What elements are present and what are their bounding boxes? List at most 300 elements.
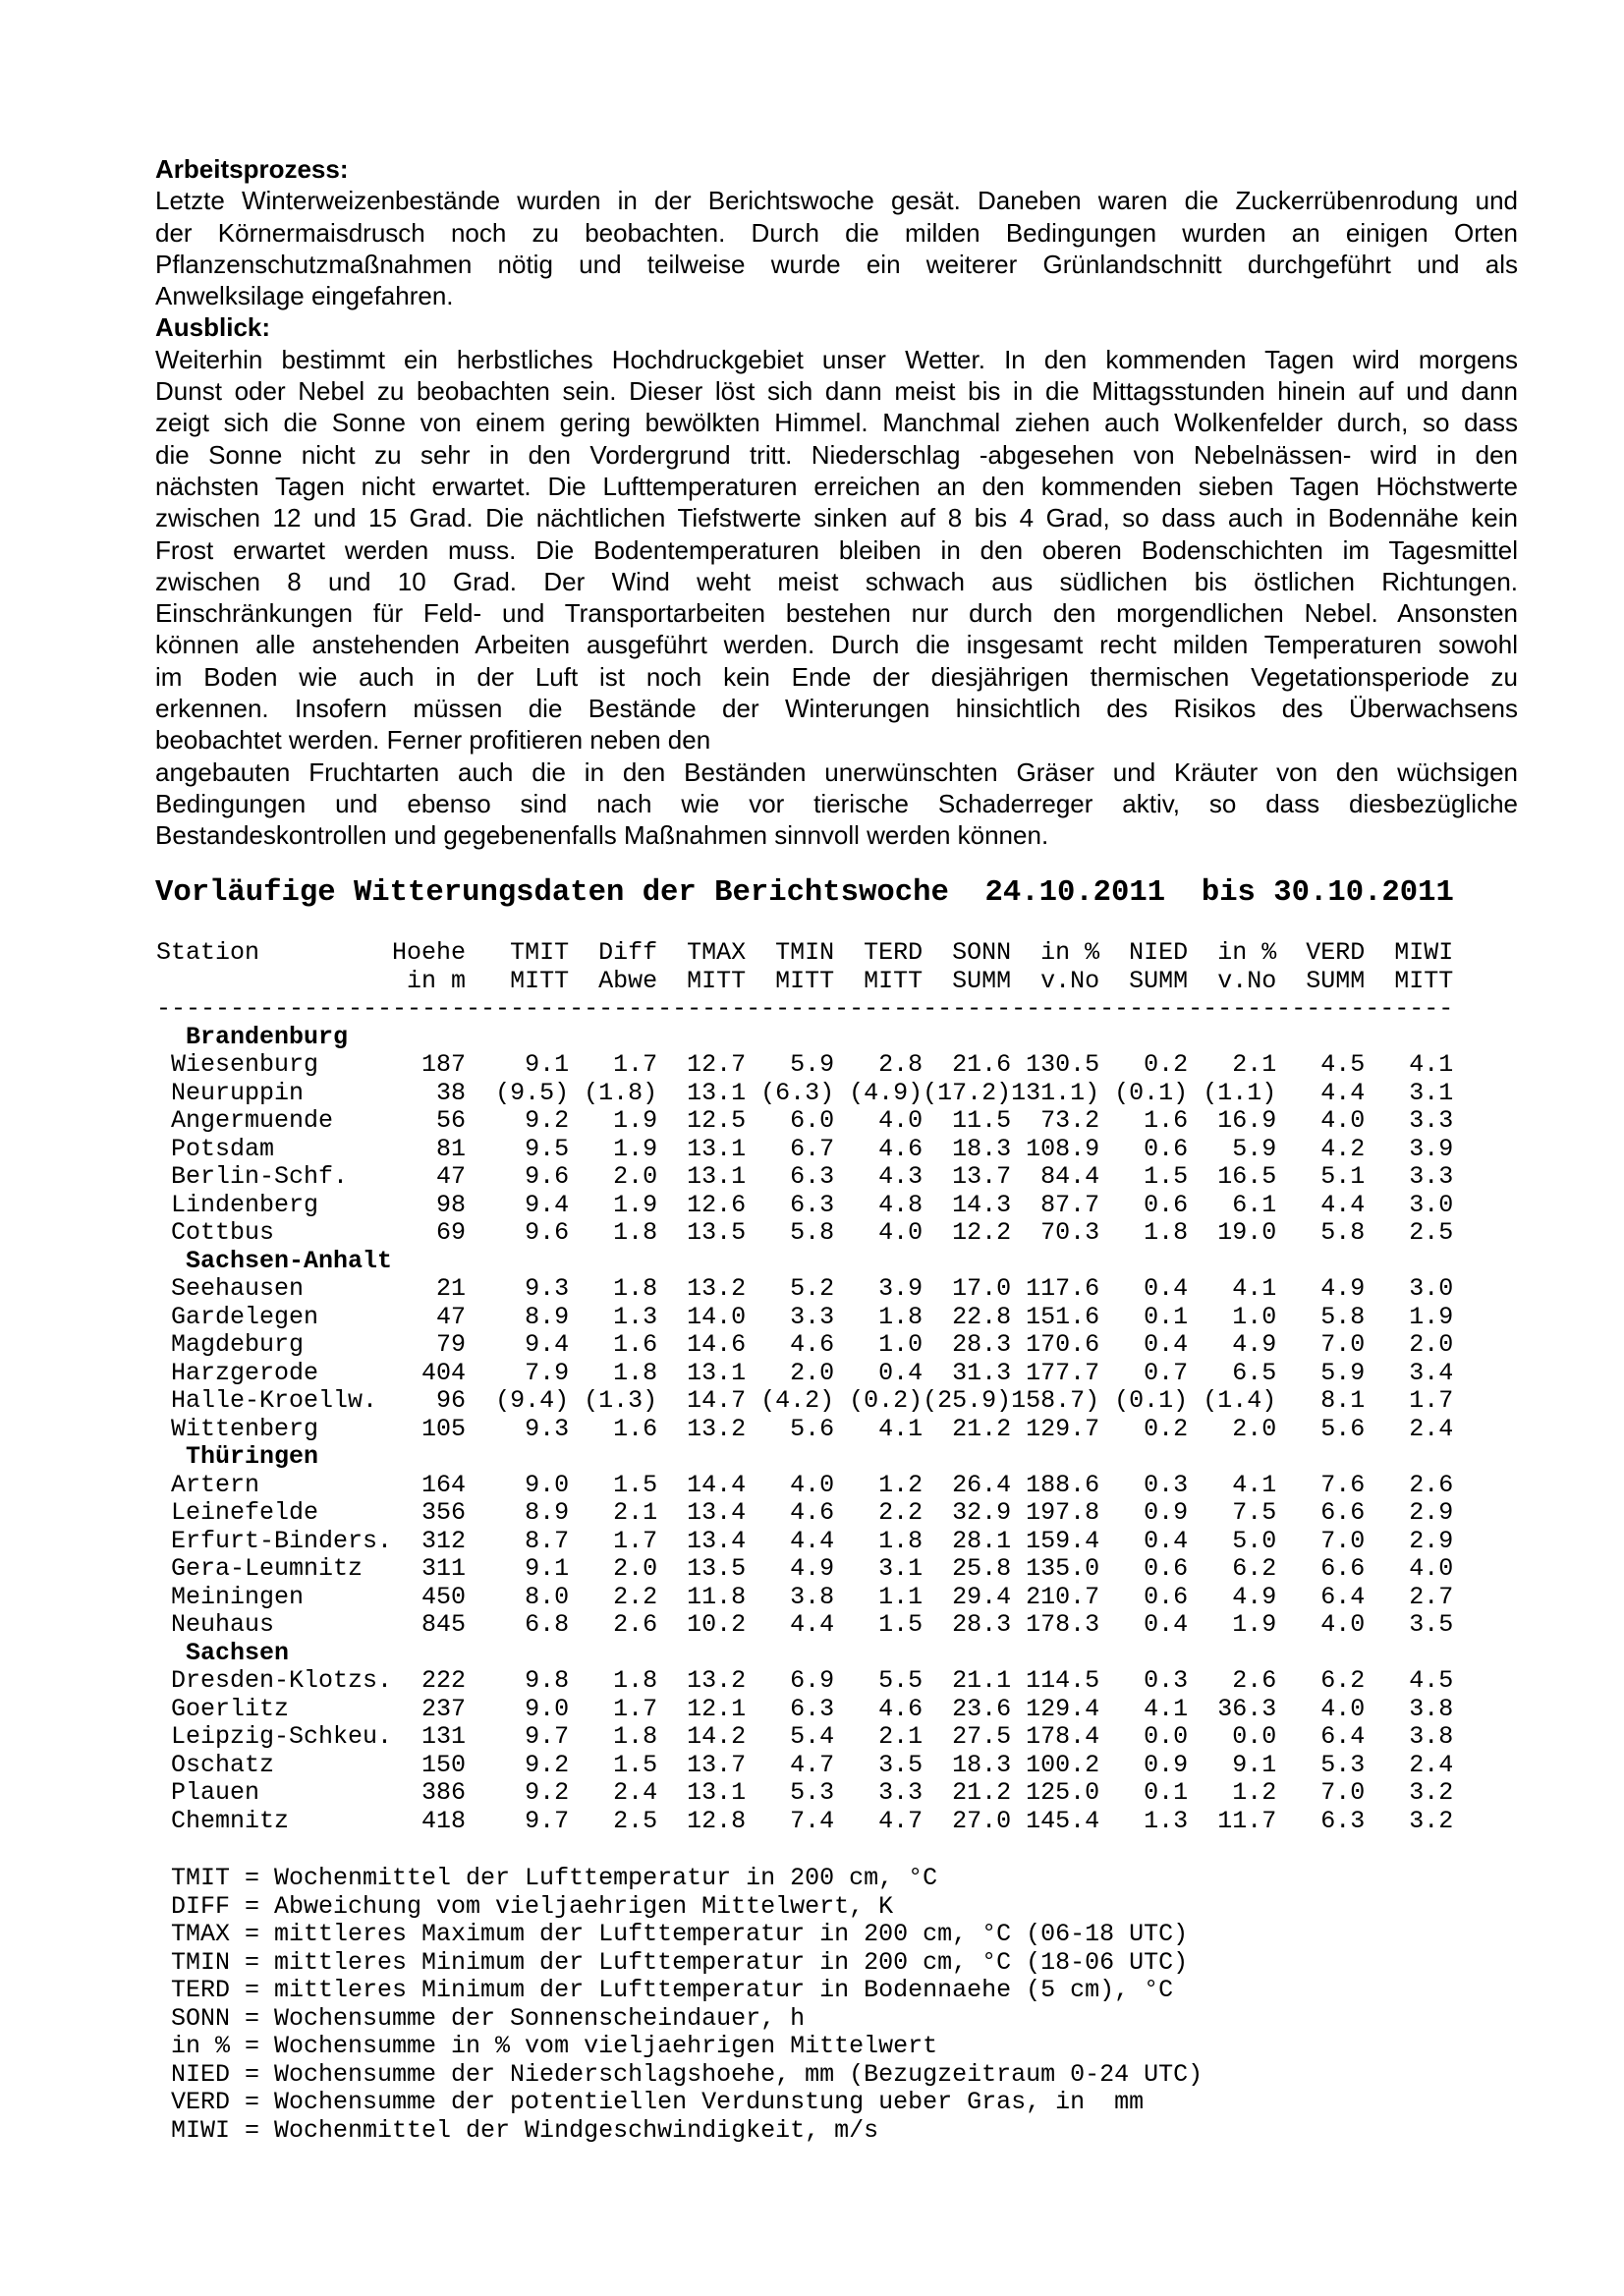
table-row bbox=[156, 1416, 1453, 1444]
cell-tmit: 9.7 bbox=[525, 1722, 570, 1751]
cell-nied-pct: 2.0 bbox=[1232, 1414, 1277, 1443]
cell-diff: 1.7 bbox=[613, 1694, 658, 1723]
cell-tmit: 9.6 bbox=[525, 1218, 570, 1247]
cell-sonn: 28.3 bbox=[952, 1330, 1012, 1359]
cell-terd: 1.5 bbox=[878, 1610, 924, 1639]
cell-sonn-pct: 197.8 bbox=[1026, 1498, 1100, 1527]
cell-station: Harzgerode bbox=[171, 1358, 319, 1387]
cell-tmit: (9.5) bbox=[495, 1078, 570, 1107]
cell-miwi: 2.7 bbox=[1409, 1582, 1454, 1611]
cell-tmax: 13.2 bbox=[687, 1274, 747, 1303]
cell-nied: 0.2 bbox=[1144, 1050, 1189, 1079]
cell-nied: 0.6 bbox=[1144, 1582, 1189, 1611]
cell-diff: 1.7 bbox=[613, 1526, 658, 1555]
cell-hoehe: 450 bbox=[421, 1582, 467, 1611]
cell-nied: 0.3 bbox=[1144, 1666, 1189, 1695]
legend-item: VERD = Wochensumme der potentiellen Verdunstung ueber Gras, in mm bbox=[171, 2088, 1145, 2116]
cell-tmax: 12.5 bbox=[687, 1106, 747, 1135]
legend-item: SONN = Wochensumme der Sonnenscheindauer, h bbox=[171, 2003, 806, 2033]
cell-hoehe: 187 bbox=[421, 1050, 467, 1079]
cell-diff: (1.8) bbox=[584, 1078, 658, 1107]
cell-miwi: 2.9 bbox=[1409, 1498, 1454, 1527]
cell-terd: 4.7 bbox=[878, 1806, 924, 1835]
cell-sonn: 21.1 bbox=[952, 1666, 1012, 1695]
cell-sonn: 12.2 bbox=[952, 1218, 1012, 1247]
text-line: beobachtet werden. Ferner profitieren neben den bbox=[155, 725, 711, 756]
cell-terd: 1.8 bbox=[878, 1302, 924, 1331]
cell-verd: 6.2 bbox=[1320, 1666, 1366, 1695]
cell-miwi: 3.8 bbox=[1409, 1694, 1454, 1723]
cell-terd: 1.0 bbox=[878, 1330, 924, 1359]
cell-diff: (1.3) bbox=[584, 1386, 658, 1415]
cell-verd: 5.6 bbox=[1320, 1414, 1366, 1443]
legend-item: TMIN = mittleres Minimum der Lufttemperatur in 200 cm, °C (18-06 UTC) bbox=[171, 1947, 1189, 1977]
cell-tmit: MITT bbox=[510, 966, 570, 995]
cell-tmax: 13.7 bbox=[687, 1750, 747, 1779]
cell-station: Berlin-Schf. bbox=[171, 1162, 349, 1191]
cell-tmin: 3.3 bbox=[790, 1302, 835, 1331]
cell-verd: 4.5 bbox=[1320, 1050, 1366, 1079]
cell-tmit: 9.1 bbox=[525, 1050, 570, 1079]
cell-sonn-pct: 129.4 bbox=[1026, 1694, 1100, 1723]
paragraph-arbeitsprozess bbox=[155, 185, 1518, 311]
cell-miwi: 3.3 bbox=[1409, 1162, 1454, 1191]
cell-terd: 1.2 bbox=[878, 1470, 924, 1499]
cell-tmin: (6.3) bbox=[760, 1078, 835, 1107]
cell-sonn-pct: 178.4 bbox=[1026, 1722, 1100, 1751]
cell-sonn-pct: 131.1) bbox=[1011, 1078, 1100, 1107]
cell-tmax: 13.2 bbox=[687, 1666, 747, 1695]
cell-hoehe: 356 bbox=[421, 1498, 467, 1527]
region-heading: Sachsen-Anhalt bbox=[186, 1246, 393, 1275]
cell-tmit: 9.2 bbox=[525, 1750, 570, 1779]
cell-hoehe: 69 bbox=[436, 1218, 467, 1247]
cell-nied-pct: 6.1 bbox=[1232, 1190, 1277, 1219]
cell-hoehe: in m bbox=[407, 966, 467, 995]
cell-miwi: 4.0 bbox=[1409, 1554, 1454, 1583]
cell-terd: MITT bbox=[864, 966, 924, 995]
weather-data-table bbox=[156, 939, 1453, 1835]
cell-tmin: 6.9 bbox=[790, 1666, 835, 1695]
table-row bbox=[156, 1163, 1453, 1192]
cell-tmin: 6.7 bbox=[790, 1134, 835, 1163]
legend-item: MIWI = Wochenmittel der Windgeschwindigkeit, m/s bbox=[171, 2115, 879, 2145]
legend-item: TMIT = Wochenmittel der Lufttemperatur in 200 cm, °C bbox=[171, 1864, 938, 1892]
cell-tmax: MITT bbox=[687, 966, 747, 995]
cell-miwi: 2.9 bbox=[1409, 1526, 1454, 1555]
cell-diff: 1.9 bbox=[613, 1106, 658, 1135]
cell-diff: 1.8 bbox=[613, 1722, 658, 1751]
cell-sonn: 28.1 bbox=[952, 1526, 1012, 1555]
text-line: zwischen 8 und 10 Grad. Der Wind weht meist schwach aus südlichen bis östlichen Richtungen. bbox=[155, 566, 1518, 596]
cell-sonn: (17.2) bbox=[923, 1078, 1012, 1107]
cell-miwi: 4.5 bbox=[1409, 1666, 1454, 1695]
cell-nied-pct: 6.5 bbox=[1232, 1358, 1277, 1387]
text-line: Bestandeskontrollen und gegebenenfalls Maßnahmen sinnvoll werden können. bbox=[155, 820, 1049, 851]
text-line: Letzte Winterweizenbestände wurden in der Berichtswoche gesät. Daneben waren die Zuckerrübenrodung und bbox=[155, 186, 1518, 216]
cell-diff: 1.8 bbox=[613, 1218, 658, 1247]
cell-miwi: 2.5 bbox=[1409, 1218, 1454, 1247]
legend-item: DIFF = Abweichung vom vieljaehrigen Mittelwert, K bbox=[171, 1891, 894, 1921]
cell-tmax: TMAX bbox=[687, 938, 747, 967]
cell-terd: 4.0 bbox=[878, 1106, 924, 1135]
cell-sonn-pct: 70.3 bbox=[1040, 1218, 1100, 1247]
cell-nied: 0.4 bbox=[1144, 1526, 1189, 1555]
cell-station: Wiesenburg bbox=[171, 1050, 319, 1079]
cell-terd: 1.1 bbox=[878, 1582, 924, 1611]
cell-sonn-pct: 84.4 bbox=[1040, 1162, 1100, 1191]
cell-sonn: 29.4 bbox=[952, 1582, 1012, 1611]
cell-sonn: 14.3 bbox=[952, 1190, 1012, 1219]
cell-station: Gardelegen bbox=[171, 1302, 319, 1331]
cell-miwi: 3.4 bbox=[1409, 1358, 1454, 1387]
cell-nied-pct: 9.1 bbox=[1232, 1750, 1277, 1779]
cell-sonn-pct: 87.7 bbox=[1040, 1190, 1100, 1219]
cell-tmax: 11.8 bbox=[687, 1582, 747, 1611]
cell-tmax: 14.4 bbox=[687, 1470, 747, 1499]
cell-nied: 0.6 bbox=[1144, 1554, 1189, 1583]
cell-nied: 0.2 bbox=[1144, 1414, 1189, 1443]
cell-miwi: MIWI bbox=[1394, 938, 1454, 967]
cell-tmin: 5.9 bbox=[790, 1050, 835, 1079]
cell-miwi: 3.8 bbox=[1409, 1722, 1454, 1751]
cell-tmin: 6.3 bbox=[790, 1190, 835, 1219]
cell-station: Wittenberg bbox=[171, 1414, 319, 1443]
cell-terd: (0.2) bbox=[849, 1386, 924, 1415]
cell-sonn: 28.3 bbox=[952, 1610, 1012, 1639]
cell-tmax: 12.1 bbox=[687, 1694, 747, 1723]
cell-sonn: 18.3 bbox=[952, 1750, 1012, 1779]
table-row bbox=[156, 1472, 1453, 1500]
cell-sonn: (25.9) bbox=[923, 1386, 1012, 1415]
cell-verd: 7.0 bbox=[1320, 1778, 1366, 1807]
cell-hoehe: 845 bbox=[421, 1610, 467, 1639]
text-line: Bedingungen und ebenso sind nach wie vor tierische Schaderreger aktiv, so dass diesbezügliche bbox=[155, 788, 1518, 818]
cell-sonn: 26.4 bbox=[952, 1470, 1012, 1499]
cell-terd: 3.9 bbox=[878, 1274, 924, 1303]
cell-tmin: 5.6 bbox=[790, 1414, 835, 1443]
cell-diff: 1.8 bbox=[613, 1274, 658, 1303]
cell-verd: 7.6 bbox=[1320, 1470, 1366, 1499]
cell-station: Halle-Kroellw. bbox=[171, 1386, 378, 1415]
cell-tmit: 9.3 bbox=[525, 1274, 570, 1303]
cell-terd: 2.1 bbox=[878, 1722, 924, 1751]
cell-nied-pct: v.No bbox=[1217, 966, 1277, 995]
cell-terd: 2.8 bbox=[878, 1050, 924, 1079]
cell-tmin: MITT bbox=[775, 966, 835, 995]
cell-miwi: 1.9 bbox=[1409, 1302, 1454, 1331]
cell-diff: 1.5 bbox=[613, 1750, 658, 1779]
cell-sonn: 31.3 bbox=[952, 1358, 1012, 1387]
cell-sonn-pct: 135.0 bbox=[1026, 1554, 1100, 1583]
cell-tmin: 4.0 bbox=[790, 1470, 835, 1499]
cell-diff: 2.2 bbox=[613, 1582, 658, 1611]
text-line: im Boden wie auch in der Luft ist noch kein Ende der diesjährigen thermischen Vegetationsperiode zu bbox=[155, 661, 1518, 692]
table-row bbox=[156, 1275, 1453, 1304]
paragraph-ausblick-continued bbox=[155, 756, 1518, 852]
cell-miwi: 3.0 bbox=[1409, 1190, 1454, 1219]
cell-hoehe: Hoehe bbox=[392, 938, 467, 967]
cell-nied-pct: 19.0 bbox=[1217, 1218, 1277, 1247]
cell-station: Dresden-Klotzs. bbox=[171, 1666, 393, 1695]
cell-miwi: 3.0 bbox=[1409, 1274, 1454, 1303]
table-row bbox=[156, 1528, 1453, 1556]
cell-verd: 6.4 bbox=[1320, 1582, 1366, 1611]
cell-hoehe: 131 bbox=[421, 1722, 467, 1751]
cell-tmin: 5.2 bbox=[790, 1274, 835, 1303]
cell-tmit: 9.3 bbox=[525, 1414, 570, 1443]
table-row bbox=[156, 1696, 1453, 1724]
cell-hoehe: 47 bbox=[436, 1302, 467, 1331]
cell-station: Station bbox=[156, 938, 260, 967]
cell-sonn: 32.9 bbox=[952, 1498, 1012, 1527]
table-row bbox=[156, 1304, 1453, 1332]
cell-tmit: 9.0 bbox=[525, 1694, 570, 1723]
cell-diff: 2.6 bbox=[613, 1610, 658, 1639]
cell-tmax: 13.2 bbox=[687, 1414, 747, 1443]
cell-sonn-pct: 129.7 bbox=[1026, 1414, 1100, 1443]
cell-nied-pct: 5.9 bbox=[1232, 1134, 1277, 1163]
table-row bbox=[156, 1387, 1453, 1416]
cell-sonn: 17.0 bbox=[952, 1274, 1012, 1303]
cell-station: Lindenberg bbox=[171, 1190, 319, 1219]
cell-hoehe: 98 bbox=[436, 1190, 467, 1219]
cell-nied-pct: 1.9 bbox=[1232, 1610, 1277, 1639]
cell-station: Goerlitz bbox=[171, 1694, 290, 1723]
cell-tmin: 4.9 bbox=[790, 1554, 835, 1583]
cell-verd: 5.3 bbox=[1320, 1750, 1366, 1779]
cell-diff: 1.9 bbox=[613, 1134, 658, 1163]
cell-terd: 3.5 bbox=[878, 1750, 924, 1779]
cell-station: Plauen bbox=[171, 1778, 260, 1807]
cell-diff: 2.0 bbox=[613, 1162, 658, 1191]
cell-tmit: TMIT bbox=[510, 938, 570, 967]
text-line: Weiterhin bestimmt ein herbstliches Hochdruckgebiet unser Wetter. In den kommenden Tagen wird morgens bbox=[155, 344, 1518, 374]
cell-tmax: 13.4 bbox=[687, 1526, 747, 1555]
cell-station: Artern bbox=[171, 1470, 260, 1499]
cell-station: Oschatz bbox=[171, 1750, 275, 1779]
cell-tmin: 6.3 bbox=[790, 1694, 835, 1723]
cell-nied-pct: 2.6 bbox=[1232, 1666, 1277, 1695]
cell-tmit: 6.8 bbox=[525, 1610, 570, 1639]
cell-sonn-pct: 108.9 bbox=[1026, 1134, 1100, 1163]
legend-item: NIED = Wochensumme der Niederschlagshoehe, mm (Bezugzeitraum 0-24 UTC) bbox=[171, 2059, 1204, 2089]
cell-station: Leipzig-Schkeu. bbox=[171, 1722, 393, 1751]
cell-sonn-pct: 188.6 bbox=[1026, 1470, 1100, 1499]
text-line: Anwelksilage eingefahren. bbox=[155, 281, 454, 311]
cell-tmit: 8.7 bbox=[525, 1526, 570, 1555]
cell-diff: 2.4 bbox=[613, 1778, 658, 1807]
cell-sonn: 22.8 bbox=[952, 1302, 1012, 1331]
cell-sonn: 23.6 bbox=[952, 1694, 1012, 1723]
legend-item: in % = Wochensumme in % vom vieljaehrigen Mittelwert bbox=[171, 2032, 938, 2060]
cell-tmit: (9.4) bbox=[495, 1386, 570, 1415]
cell-sonn: 21.2 bbox=[952, 1414, 1012, 1443]
cell-nied-pct: 4.1 bbox=[1232, 1470, 1277, 1499]
cell-sonn: 25.8 bbox=[952, 1554, 1012, 1583]
cell-miwi: 3.2 bbox=[1409, 1778, 1454, 1807]
cell-miwi: 2.0 bbox=[1409, 1330, 1454, 1359]
table-row bbox=[156, 1723, 1453, 1752]
cell-sonn-pct: 159.4 bbox=[1026, 1526, 1100, 1555]
table-row bbox=[156, 1499, 1453, 1528]
cell-tmit: 9.0 bbox=[525, 1470, 570, 1499]
cell-nied: (0.1) bbox=[1114, 1386, 1189, 1415]
cell-miwi: 2.6 bbox=[1409, 1470, 1454, 1499]
cell-tmit: 8.0 bbox=[525, 1582, 570, 1611]
cell-nied: NIED bbox=[1129, 938, 1189, 967]
section-heading-arbeitsprozess: Arbeitsprozess: bbox=[155, 154, 349, 184]
cell-nied-pct: 4.1 bbox=[1232, 1274, 1277, 1303]
cell-diff: 1.8 bbox=[613, 1666, 658, 1695]
table-legend bbox=[171, 1865, 1203, 2145]
cell-nied: 0.3 bbox=[1144, 1470, 1189, 1499]
table-row bbox=[156, 1136, 1453, 1164]
cell-miwi: 4.1 bbox=[1409, 1050, 1454, 1079]
cell-nied-pct: 2.1 bbox=[1232, 1050, 1277, 1079]
cell-sonn-pct: 145.4 bbox=[1026, 1806, 1100, 1835]
cell-station: Chemnitz bbox=[171, 1806, 290, 1835]
cell-nied: 0.9 bbox=[1144, 1750, 1189, 1779]
text-line: Frost erwartet werden muss. Die Bodentemperaturen bleiben in den oberen Bodenschichten im Tagesmittel bbox=[155, 534, 1518, 565]
cell-station: Neuruppin bbox=[171, 1078, 305, 1107]
cell-diff: 1.5 bbox=[613, 1470, 658, 1499]
cell-tmin: 7.4 bbox=[790, 1806, 835, 1835]
cell-nied: 4.1 bbox=[1144, 1694, 1189, 1723]
cell-nied: 1.8 bbox=[1144, 1218, 1189, 1247]
cell-sonn-pct: in % bbox=[1040, 938, 1100, 967]
table-row bbox=[156, 1051, 1453, 1080]
cell-nied-pct: 36.3 bbox=[1217, 1694, 1277, 1723]
cell-hoehe: 47 bbox=[436, 1162, 467, 1191]
cell-sonn: 18.3 bbox=[952, 1134, 1012, 1163]
cell-hoehe: 164 bbox=[421, 1470, 467, 1499]
table-title: Vorläufige Witterungsdaten der Berichtswoche 24.10.2011 bis 30.10.2011 bbox=[155, 876, 1454, 910]
cell-tmin: 4.4 bbox=[790, 1526, 835, 1555]
cell-hoehe: 150 bbox=[421, 1750, 467, 1779]
cell-nied-pct: 1.0 bbox=[1232, 1302, 1277, 1331]
table-row bbox=[156, 1667, 1453, 1696]
cell-terd: 1.8 bbox=[878, 1526, 924, 1555]
cell-miwi: 3.2 bbox=[1409, 1806, 1454, 1835]
text-line: die Sonne nicht zu sehr in den Vordergrund tritt. Niederschlag -abgesehen von Nebelnässen- wird in den bbox=[155, 439, 1518, 470]
text-line: zwischen 12 und 15 Grad. Die nächtlichen Tiefstwerte sinken auf 8 bis 4 Grad, so dass auch in Bodennähe kein bbox=[155, 503, 1518, 533]
cell-verd: 6.3 bbox=[1320, 1806, 1366, 1835]
cell-diff: Abwe bbox=[598, 966, 658, 995]
cell-verd: 4.0 bbox=[1320, 1694, 1366, 1723]
cell-sonn: 13.7 bbox=[952, 1162, 1012, 1191]
cell-sonn-pct: 117.6 bbox=[1026, 1274, 1100, 1303]
cell-station: Cottbus bbox=[171, 1218, 275, 1247]
cell-tmax: 13.1 bbox=[687, 1778, 747, 1807]
cell-tmin: 5.8 bbox=[790, 1218, 835, 1247]
table-row bbox=[156, 1779, 1453, 1808]
cell-verd: 5.8 bbox=[1320, 1218, 1366, 1247]
table-row bbox=[156, 1555, 1453, 1584]
cell-station: Neuhaus bbox=[171, 1610, 275, 1639]
cell-hoehe: 38 bbox=[436, 1078, 467, 1107]
cell-nied: 1.6 bbox=[1144, 1106, 1189, 1135]
cell-verd: 5.8 bbox=[1320, 1302, 1366, 1331]
cell-nied: (0.1) bbox=[1114, 1078, 1189, 1107]
cell-verd: 7.0 bbox=[1320, 1526, 1366, 1555]
cell-miwi: 3.5 bbox=[1409, 1610, 1454, 1639]
cell-diff: 1.7 bbox=[613, 1050, 658, 1079]
cell-verd: 4.2 bbox=[1320, 1134, 1366, 1163]
cell-nied-pct: 4.9 bbox=[1232, 1330, 1277, 1359]
cell-tmax: 14.6 bbox=[687, 1330, 747, 1359]
cell-terd: 2.2 bbox=[878, 1498, 924, 1527]
cell-tmax: 13.1 bbox=[687, 1162, 747, 1191]
cell-miwi: MITT bbox=[1394, 966, 1454, 995]
cell-tmin: 4.4 bbox=[790, 1610, 835, 1639]
table-row bbox=[156, 1611, 1453, 1640]
cell-tmax: 10.2 bbox=[687, 1610, 747, 1639]
cell-terd: TERD bbox=[864, 938, 924, 967]
cell-tmit: 8.9 bbox=[525, 1302, 570, 1331]
table-row bbox=[156, 1107, 1453, 1136]
table-row bbox=[156, 1331, 1453, 1360]
cell-tmax: 13.1 bbox=[687, 1134, 747, 1163]
cell-miwi: 3.1 bbox=[1409, 1078, 1454, 1107]
cell-station: Meiningen bbox=[171, 1582, 305, 1611]
region-heading: Sachsen bbox=[186, 1638, 290, 1667]
cell-miwi: 3.3 bbox=[1409, 1106, 1454, 1135]
cell-tmax: 12.6 bbox=[687, 1190, 747, 1219]
cell-sonn-pct: 178.3 bbox=[1026, 1610, 1100, 1639]
cell-hoehe: 222 bbox=[421, 1666, 467, 1695]
cell-tmin: 4.6 bbox=[790, 1498, 835, 1527]
text-line: Dunst oder Nebel zu beobachten sein. Dieser löst sich dann meist bis in die Mittagsstunden hinein auf und dann bbox=[155, 376, 1518, 407]
cell-nied: 0.4 bbox=[1144, 1610, 1189, 1639]
cell-tmit: 9.5 bbox=[525, 1134, 570, 1163]
cell-tmax: 13.5 bbox=[687, 1554, 747, 1583]
cell-terd: 3.3 bbox=[878, 1778, 924, 1807]
cell-tmax: 14.0 bbox=[687, 1302, 747, 1331]
cell-nied: 0.6 bbox=[1144, 1134, 1189, 1163]
cell-tmin: 4.6 bbox=[790, 1330, 835, 1359]
cell-station: Leinefelde bbox=[171, 1498, 319, 1527]
cell-tmit: 7.9 bbox=[525, 1358, 570, 1387]
cell-verd: 4.4 bbox=[1320, 1078, 1366, 1107]
cell-sonn: 21.2 bbox=[952, 1778, 1012, 1807]
cell-sonn-pct: v.No bbox=[1040, 966, 1100, 995]
cell-nied-pct: 11.7 bbox=[1217, 1806, 1277, 1835]
cell-tmit: 9.7 bbox=[525, 1806, 570, 1835]
cell-nied: 0.1 bbox=[1144, 1778, 1189, 1807]
cell-verd: 6.4 bbox=[1320, 1722, 1366, 1751]
cell-sonn: 21.6 bbox=[952, 1050, 1012, 1079]
cell-tmit: 9.4 bbox=[525, 1190, 570, 1219]
legend-item: TERD = mittleres Minimum der Lufttemperatur in Bodennaehe (5 cm), °C bbox=[171, 1976, 1174, 2004]
cell-station: Seehausen bbox=[171, 1274, 305, 1303]
cell-diff: 1.9 bbox=[613, 1190, 658, 1219]
cell-hoehe: 56 bbox=[436, 1106, 467, 1135]
cell-station: Gera-Leumnitz bbox=[171, 1554, 364, 1583]
text-line: können alle anstehenden Arbeiten ausgeführt werden. Durch die insgesamt recht milden Temperaturen sowohl bbox=[155, 630, 1518, 660]
cell-nied-pct: 7.5 bbox=[1232, 1498, 1277, 1527]
cell-nied: 0.4 bbox=[1144, 1274, 1189, 1303]
section-heading-ausblick: Ausblick: bbox=[155, 312, 271, 343]
cell-tmin: 3.8 bbox=[790, 1582, 835, 1611]
cell-tmax: 14.7 bbox=[687, 1386, 747, 1415]
cell-diff: 1.3 bbox=[613, 1302, 658, 1331]
cell-nied-pct: 16.5 bbox=[1217, 1162, 1277, 1191]
table-header-row bbox=[156, 939, 1453, 968]
cell-miwi: 2.4 bbox=[1409, 1750, 1454, 1779]
cell-nied-pct: 0.0 bbox=[1232, 1722, 1277, 1751]
table-row bbox=[156, 1752, 1453, 1780]
